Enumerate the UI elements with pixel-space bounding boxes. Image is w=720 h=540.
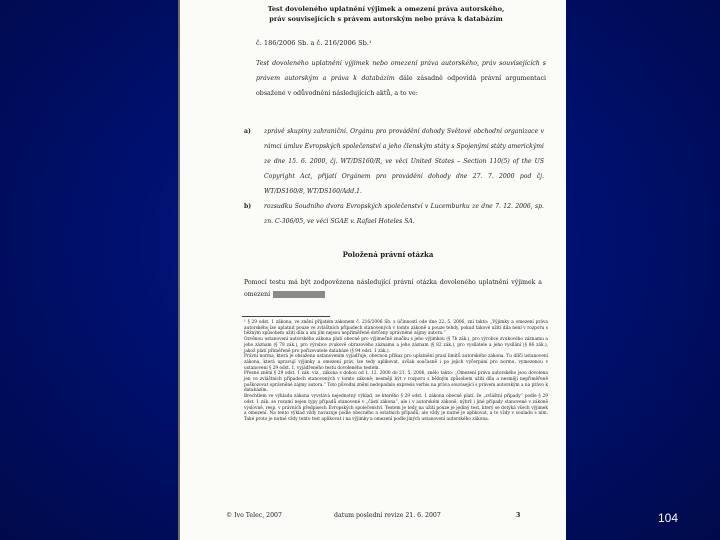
intro-paragraph	[256, 56, 546, 101]
copyright: © Ivo Telec, 2007	[226, 512, 282, 519]
footnote-paragraph: ¹ § 29 odst. 1 zákona, ve znění přijatém zákonem č. 216/2006 Sb. s účinností ode dne 22. 5. 2006, zní takto: „Výjimky a omezení práva autorského lze uplatnit pouze ve zvláštních případech stanovených v tomto zákoně a pouze tehdy, pokud takové užití díla není v rozporu s běžným způsobem užití díla a ani jím nejsou nepřiměřeně dotčeny oprávněné zájmy autora.“	[244, 320, 548, 337]
document-title	[236, 4, 536, 24]
title-line-2: práv souvisejících s právem autorským nebo práva k databázím	[269, 15, 503, 23]
document-page-number: 3	[516, 512, 521, 519]
revision-date: datum poslední revize 21. 6. 2007	[334, 512, 441, 519]
intro-italic: Test dovoleného uplatnění výjimek nebo omezení práva autorského, práv souvisejících s právem autorským a práva k databázím	[256, 60, 546, 82]
footnote-separator	[242, 316, 330, 317]
page-edge	[178, 0, 180, 540]
footnote-paragraph: Právní norma, která je obsažena ustanovením vyjadřuje, obecnou příkaz pro uplatnění praxí limitů autorského zákona. Tu dílčí ustanovení zákona, která upravují výjimky a omezení práv, lze tedy aplikovat, avšak současně i po jejich vyčerpání pro normu, vymezenou v ustanovení § 29 odst. 1, vyjádřeného testu dovoleného testem.	[244, 354, 548, 371]
list-item	[244, 199, 544, 229]
item-text: zprávě skupiny zahraniční. Orgánu pro provádění dohody Světové obchodní organizace v rámci úmluv Evropských společenství a jeho členským státy s Spojenými státy americkými ze dne 15. 6. 2000, čj. WT/DS160/R, ve věci United States – Section 110(5) of the US Copyright Act, přijatí Orgánem pro provádění dohody dne 27. 7. 2000 pod čj. WT/DS160/8, WT/DS160/Add.1.	[264, 128, 544, 195]
question-text: Pomocí testu má být zodpovězena následující právní otázka dovoleného uplatnění výjimek a omezení	[244, 279, 542, 298]
list-item	[244, 124, 544, 199]
title-line-1: Test dovoleného uplatnění výjimek a omezení práva autorského,	[267, 5, 505, 13]
document-page	[178, 0, 566, 540]
intro-rest: dále zásadně odpovídá právní argumentaci obsažené v odůvodnění následujících aktů, a to ve:	[256, 75, 546, 97]
redacted-block	[273, 291, 325, 298]
question-paragraph	[244, 277, 542, 301]
item-label: a)	[244, 128, 251, 135]
footnote-paragraph: Brechtlem ve výkladu zákona vyvstává nejednotný výklad, ze kterého § 29 odst. 1 zákona obecně platí, že „zvláštní případy“ podle § 29 odst. 1 zák. se rozumí nejen typy případů stanovené v „částí zákona“, ale i v autorském zákoně, nýbrž i jiné případy stanovené v zákoně výslovně, resp. v právních předpisech Evropských společenství. Testem je tedy na užití pouze je jediný test, který se dotýká všech výjimek a omezení. Na tento výklad vždy navazuje podle obecného a ostatních případů, ale vždy je nutné je aplikovat, a to vždy v souladu s ním. Také proto je nutné vždy tento test aplikovat i na výjimky a omezení podle jiných ustanovení autorského zákona.	[244, 394, 548, 422]
item-label: b)	[244, 203, 252, 210]
slide-page-number: 104	[657, 511, 679, 525]
footnote-paragraph: Přesné znění § 29 odst. 1 zák. viz., zákona s dobou od 1. 12. 2000 do 21. 5. 2006, znělo takto: „Omezení práva autorského jsou dovolena jen ve zvláštních případech stanovených v tomto zákoně; nesmějí být v rozporu s běžným způsobem užití díla a nesmějí nepřiměřeně poškozovat oprávněné zájmy autora.“ Toto původní znění nedopadalo expresis verbis na práva související s právem autorským a na právo k databázím.	[244, 371, 548, 394]
law-reference: č. 186/2006 Sb. a č. 216/2006 Sb.¹	[256, 39, 372, 47]
footnotes	[244, 320, 548, 423]
section-heading: Položená právní otázka	[342, 250, 434, 259]
footnote-paragraph: Ozvěnou ustanovení autorského zákona platí obecně pro výjimečně značku s jeho výjimkou (§ 7b zák.), pro výrobce zvukového záznamu a jeho záznam (§ 78 zák.), pro výrobce zvukově obrazového záznamu a jeho záznam (§ 82 zák.), pro vysílatele a jeho vysílání (§ 86 zák.), jakož platí přiměřeně pro pořizovatele databáze (§ 94 odst. 1 zák.).	[244, 337, 548, 354]
source-list	[244, 124, 544, 229]
item-text: rozsudku Soudního dvora Evropských společenství v Lucemburku ze dne 7. 12. 2006, sp. zn. C-306/05, ve věci SGAE v. Rafael Hoteles SA.	[264, 203, 544, 225]
